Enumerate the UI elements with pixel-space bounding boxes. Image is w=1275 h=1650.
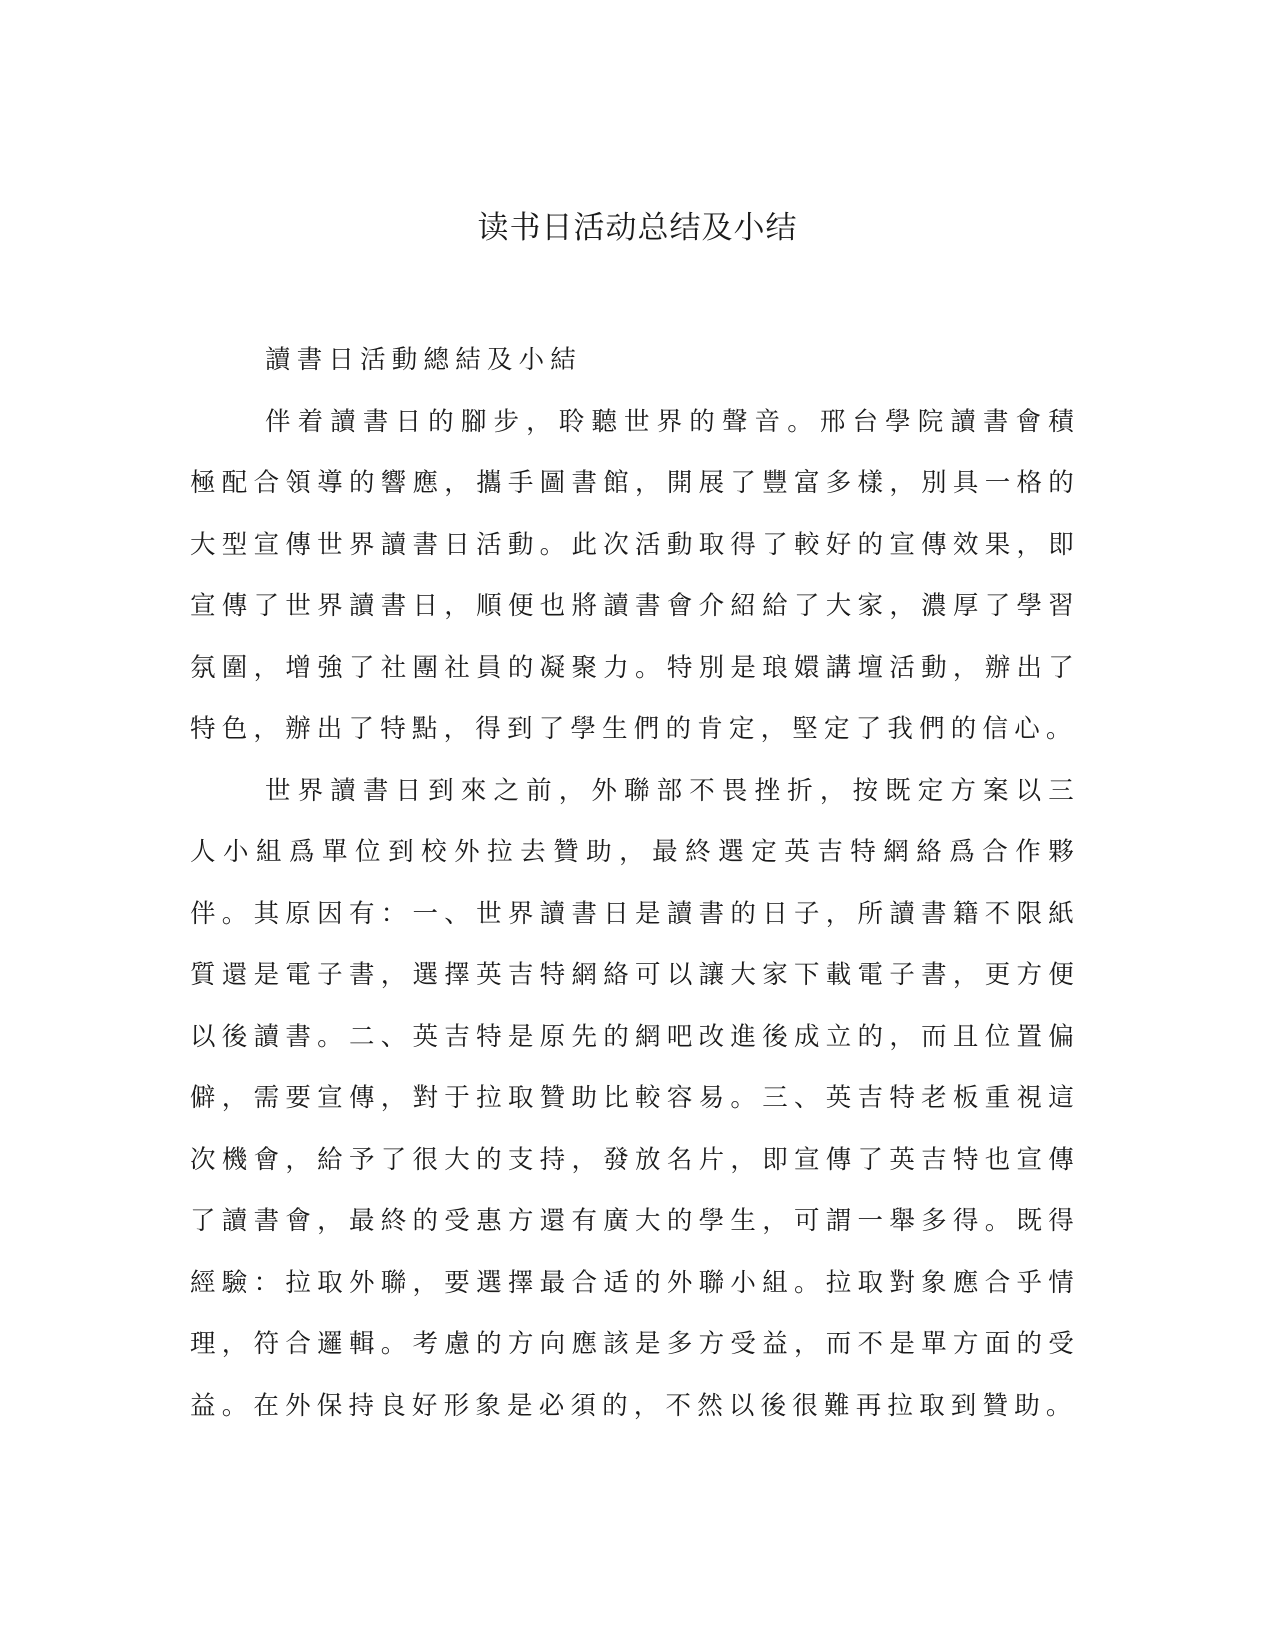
- subtitle-paragraph: 讀書日活動總結及小結: [265, 345, 583, 375]
- body-paragraph-1: 伴着讀書日的腳步，聆聽世界的聲音。邢台學院讀書會積極配合領導的響應，攜手圖書館，開展了豐富多樣，別具一格的大型宣傳世界讀書日活動。此次活動取得了較好的宣傳效果，即宣傳了世界讀書日，順便也將讀書會介紹給了大家，濃厚了學習氛圍，增強了社團社員的凝聚力。特別是琅嬛講壇活動，辦出了特色，辦出了特點，得到了學生們的肯定，堅定了我們的信心。: [190, 406, 1080, 744]
- body-paragraph-2: 世界讀書日到來之前，外聯部不畏挫折，按既定方案以三人小組爲單位到校外拉去贊助，最終選定英吉特網絡爲合作夥伴。其原因有：一、世界讀書日是讀書的日子，所讀書籍不限紙質還是電子書，選擇英吉特網絡可以讓大家下載電子書，更方便以後讀書。二、英吉特是原先的網吧改進後成立的，而且位置偏僻，需要宣傳，對于拉取贊助比較容易。三、英吉特老板重視這次機會，給予了很大的支持，發放名片，即宣傳了英吉特也宣傳了讀書會，最終的受惠方還有廣大的學生，可謂一舉多得。既得經驗：拉取外聯，要選擇最合适的外聯小組。拉取對象應合乎情理，符合邏輯。考慮的方向應該是多方受益，而不是單方面的受益。在外保持良好形象是必須的，不然以後很難再拉取到贊助。: [190, 775, 1080, 1421]
- document-title: 读书日活动总结及小结: [477, 210, 798, 246]
- document-body: [190, 330, 1080, 1437]
